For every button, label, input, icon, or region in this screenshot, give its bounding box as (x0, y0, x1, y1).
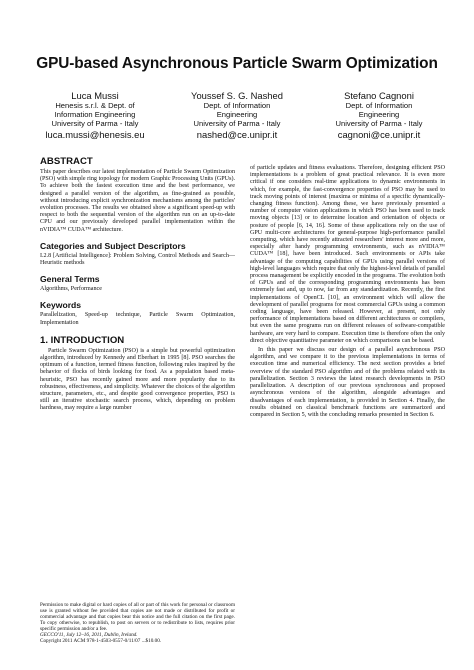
author-affiliation-line: Engineering (216, 110, 258, 120)
permission-footnote (40, 602, 235, 644)
body-paragraph: of particle updates and fitness evaluations. Therefore, designing efficient PSO implementations is a problem of great practical relevance. It is even more critical if one considers real-time applications to dynamic environments in which, for example, the fast-convergence properties of PSO may be used to track moving points of interest (maxima or minima of a specific dynamically-changing fitness function). Among these, we have previously presented a number of computer vision applications in which PSO has been used to track moving objects [13] or to determine location and orientation of objects or posture of people [6, 14, 16]. Some of these applications rely on the use of GPU multi-core architectures for general-purpose high-performance parallel computing, which have recently attracted researchers' interest more and more, especially after handy programming environments, such as nVIDIA™ CUDA™ [18], have been introduced. Such environments or APIs take advantage of the computing capabilities of GPUs using parallel versions of high-level languages which require that only the highest-level details of parallel process management be explicitly encoded in the programs. The evolution both of GPUs and of the corresponding programming environments has been extremely fast and, up to now, far from any standardization. Recently, the first implementations of OpenCL [10], an environment which will allow the development of parallel programs for most commercial GPUs using a common coding language, have been released. However, at present, not only performance of implementations based on different architectures or compilers, but even the same programs run on different releases of software-compatible hardware, are very hard to compare. Execution time is therefore often the only direct objective quantitative parameter on which comparisons can be based. (250, 165, 445, 344)
author-3 (314, 90, 444, 140)
categories-text: I.2.8 [Artificial Intelligence]: Problem Solving, Control Methods and Search—Heuristic methods (40, 252, 235, 267)
author-affiliation-line: Henesis s.r.l. & Dept. of (55, 101, 135, 110)
author-block (30, 90, 444, 150)
general-terms-heading: General Terms (40, 274, 100, 285)
venue-line: GECCO'11, July 12–16, 2011, Dublin, Ireland. (40, 632, 138, 638)
keywords-text: Parallelization, Speed-up technique, Particle Swarm Optimization, Implementation (40, 312, 235, 326)
author-email: nashed@ce.unipr.it (196, 128, 278, 140)
author-email: cagnoni@ce.unipr.it (337, 128, 421, 140)
author-affiliation-line: University of Parma - Italy (51, 119, 139, 129)
author-affiliation-line: Engineering (358, 110, 400, 120)
categories-heading: Categories and Subject Descriptors (40, 240, 186, 251)
abstract-text: This paper describes our latest implementation of Particle Swarm Optimization (PSO) with simple ring topology for modern Graphic Processing Units (GPUs). To achieve both the fastest execution time and the best performance, we designed a parallel version of the algorithm, as fine-grained as possible, without introducing explicit synchronization mechanisms among the particles' evolution processes. The results we obtained show a significant speed-up with respect to both the sequential version of the algorithm run on an up-to-date CPU and our previously developed parallel implementation within the nVIDIA™ CUDA™ architecture. (40, 169, 235, 233)
left-column (40, 156, 235, 413)
author-name: Youssef S. G. Nashed (191, 90, 283, 101)
body-paragraph: In this paper we discuss our design of a parallel asynchronous PSO algorithm, and we compare it to the previous implementations in terms of execution time and numerical efficiency. The next section provides a brief overview of the standard PSO algorithm and of the problems related with its parallelization. Section 3 reviews the latest research developments in PSO parallelization. A description of our previous synchronous and proposed asynchronous versions of the algorithm, alongside advantages and disadvantages of each implementation, is provided in Section 4. Finally, the results obtained on classical benchmark functions are summarized and compared in Section 5, with the concluding remarks presented in Section 6. (250, 347, 445, 418)
author-2 (172, 90, 302, 140)
author-affiliation-line: Dept. of Information (203, 101, 271, 110)
introduction-text: Particle Swarm Optimization (PSO) is a simple but powerful optimization algorithm, introduced by Kennedy and Eberhart in 1995 [8]. PSO searches the optimum of a function, termed fitness function, following rules inspired by the behavior of flocks of birds looking for food. As a population based meta-heuristic, PSO has recently gained more and more popularity due to its robustness, effectiveness, and simplicity. Whatever the choices of the algorithm structure, parameters, etc., and despite good convergence properties, PSO is still an iterative stochastic search process, which, depending on problem hardness, may require a large number (40, 347, 235, 412)
author-name: Luca Mussi (71, 90, 119, 101)
author-name: Stefano Cagnoni (344, 90, 414, 101)
author-email: luca.mussi@henesis.eu (45, 128, 145, 140)
author-affiliation-line: Information Engineering (54, 110, 136, 120)
author-affiliation-line: University of Parma - Italy (335, 119, 423, 129)
author-affiliation-line: University of Parma - Italy (193, 119, 281, 129)
author-affiliation-line: Dept. of Information (345, 101, 413, 110)
keywords-heading: Keywords (40, 300, 82, 311)
permission-text: Permission to make digital or hard copies of all or part of this work for personal or classroom use is granted without fee provided that copies are not made or distributed for profit or commercial advantage and that copies bear this notice and the full citation on the first page. To copy otherwise, to republish, to post on servers or to redistribute to lists, requires prior specific permission and/or a fee. (40, 602, 235, 632)
copyright-line: Copyright 2011 ACM 978-1-4503-0557-0/11/07 ...$10.00. (40, 638, 162, 644)
introduction-heading: 1. INTRODUCTION (40, 334, 125, 346)
right-column (250, 165, 445, 419)
paper-title: GPU-based Asynchronous Particle Swarm Optimization (36, 55, 438, 72)
abstract-heading: ABSTRACT (40, 156, 93, 167)
author-1 (30, 90, 160, 140)
general-terms-text: Algorithms, Performance (40, 286, 102, 293)
